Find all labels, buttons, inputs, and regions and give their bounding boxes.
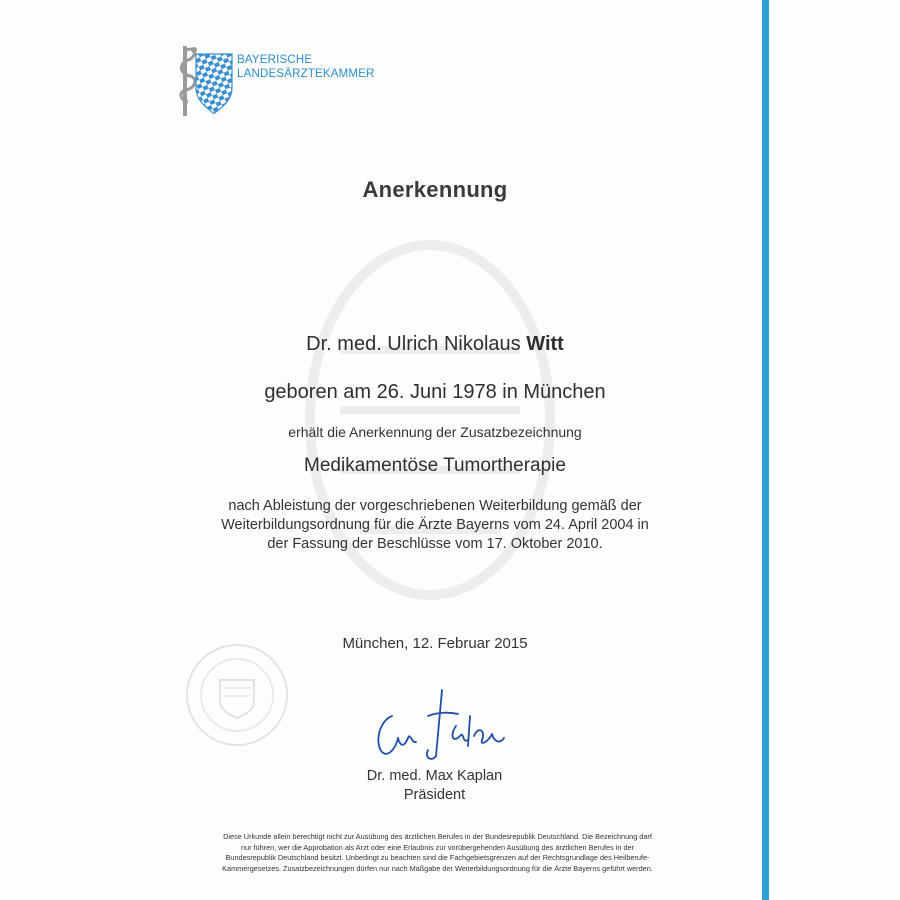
place-and-date: München, 12. Februar 2015 <box>342 635 528 652</box>
recipient-prefix: Dr. med. Ulrich Nikolaus <box>306 333 521 355</box>
legal-basis <box>130 497 740 554</box>
birth-line: geboren am 26. Juni 1978 in München <box>264 381 606 403</box>
signatory-role: Präsident <box>403 787 466 803</box>
legal-footnote <box>165 832 710 874</box>
right-edge-bar <box>762 0 769 900</box>
issuer-name-line2: LANDESÄRZTEKAMMER <box>237 68 375 80</box>
footnote-line: Diese Urkunde allein berechtigt nicht zur Ausübung des ärztlichen Berufes in der Bundesrepublik Deutschland. Die Bezeichnung darf <box>223 832 652 841</box>
legal-basis-line: nach Ableistung der vorgeschriebenen Weiterbildung gemäß der <box>228 498 642 514</box>
signatory-name: Dr. med. Max Kaplan <box>366 768 503 784</box>
legal-basis-line: der Fassung der Beschlüsse vom 17. Oktober 2010. <box>267 536 603 552</box>
embossed-seal-icon <box>182 640 292 750</box>
recipient-name <box>130 333 740 356</box>
president-signature <box>370 686 510 766</box>
legal-basis-line: Weiterbildungsordnung für die Ärzte Bayerns vom 24. April 2004 in <box>221 517 649 533</box>
grant-line: erhält die Anerkennung der Zusatzbezeichnung <box>288 424 582 440</box>
footnote-line: nur führen, wer die Approbation als Arzt oder eine Erlaubnis zur vorübergehenden Ausübung des ärztlichen Berufes in der <box>240 842 635 852</box>
document-title: Anerkennung <box>362 177 508 202</box>
footnote-line: Bundesrepublik Deutschland besitzt. Unbedingt zu beachten sind die Fachgebietsgrenzen auf der Rechtsgrundlage des Heilberufe- <box>225 853 650 862</box>
footnote-line: Kammergesetzes. Zusatzbezeichnungen dürfen nur nach Maßgabe der Weiterbildungsordnung für die Ärzte Bayerns geführt werden. <box>222 863 653 873</box>
issuer-name-line1: BAYERISCHE <box>237 54 313 66</box>
chamber-crest-icon <box>176 42 236 118</box>
qualification-title: Medikamentöse Tumortherapie <box>304 455 566 476</box>
issuer-logo <box>176 42 376 118</box>
recipient-surname: Witt <box>526 333 564 355</box>
